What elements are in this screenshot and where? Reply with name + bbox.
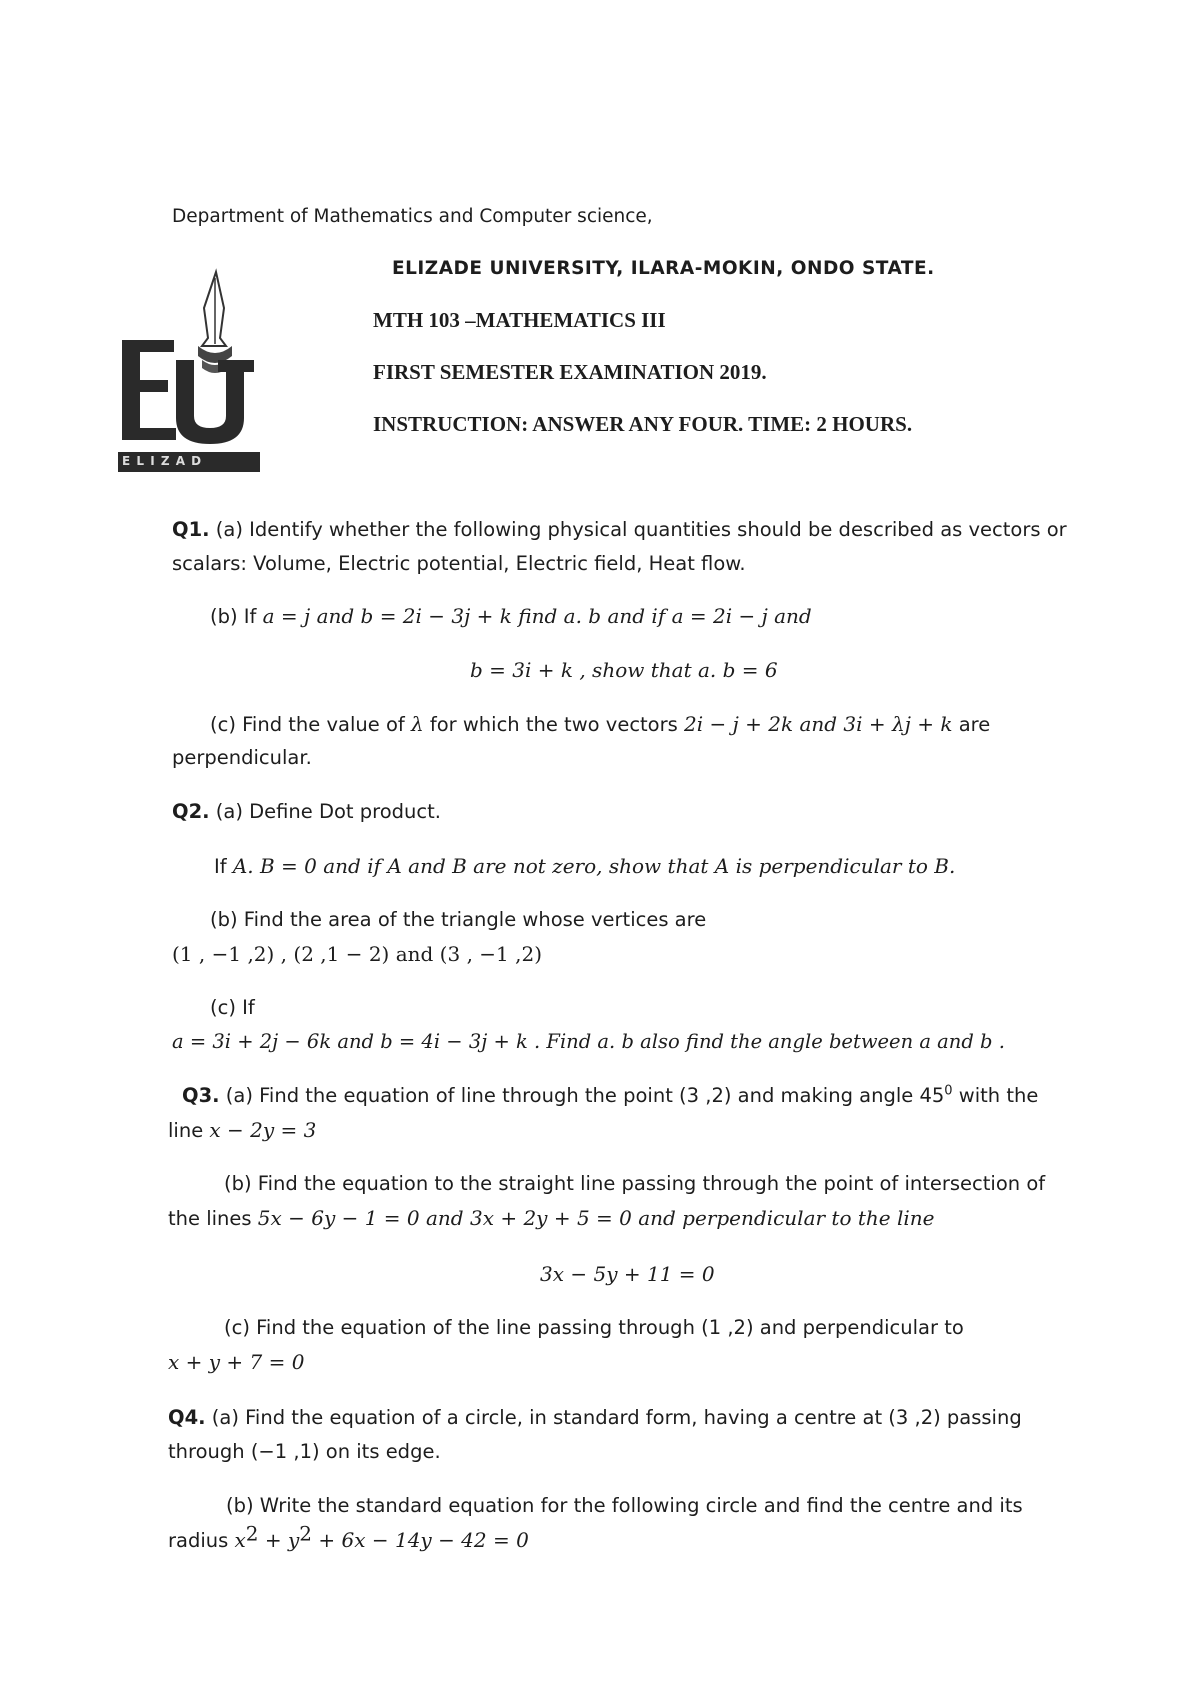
q1-number: Q1. (172, 518, 210, 541)
q1-c-text3: are (952, 713, 991, 736)
q2-b-math: (1 , −1 ,2) , (2 ,1 − 2) and (3 , −1 ,2) (172, 942, 543, 966)
elizade-logo (118, 268, 260, 472)
exam-title: FIRST SEMESTER EXAMINATION 2019. (373, 360, 767, 384)
course-title: MTH 103 –MATHEMATICS III (373, 308, 666, 332)
q3-a-text-end: with the (952, 1084, 1039, 1107)
q4-a-text: (a) Find the equation of a circle, in standard form, having a centre at (3 ,2) passing (205, 1406, 1022, 1429)
q1-b-label: (b) If (210, 605, 263, 628)
q4-b-line1: (b) Write the standard equation for the following circle and find the centre and its (226, 1494, 1023, 1517)
q1-c-line2: perpendicular. (172, 746, 312, 769)
q2-c-math: a = 3i + 2j − 6k and b = 4i − 3j + k . Find a. b also find the angle between a and b . (172, 1030, 1005, 1053)
q4-b-exp2: 2 (299, 1521, 313, 1546)
logo-band-text: E L I Z A D (122, 454, 203, 468)
q4-a-line1 (168, 1406, 1022, 1429)
q1-a-line2: scalars: Volume, Electric potential, Electric field, Heat flow. (172, 552, 746, 575)
q4-number: Q4. (168, 1406, 206, 1429)
q3-c-line2: x + y + 7 = 0 (168, 1350, 305, 1374)
q1-b-math1: a = j and b = 2i − 3j + k find a. b and if a = 2i − j and (262, 604, 812, 628)
q2-c-label: (c) If (210, 996, 255, 1019)
q3-a-text: (a) Find the equation of line through the point (3 ,2) and making angle 45 (219, 1084, 945, 1107)
q3-a-line1 (182, 1084, 1038, 1107)
q1-a-text: (a) Identify whether the following physical quantities should be described as vectors or (209, 518, 1067, 541)
q1-c-text2: for which the two vectors (423, 713, 684, 736)
q1-c-lambda: λ (410, 712, 424, 736)
q3-a-line2 (168, 1118, 316, 1142)
q4-b-radius-word: radius (168, 1529, 235, 1552)
q2-a-line1 (172, 800, 441, 823)
q4-b-line2 (168, 1521, 529, 1552)
q3-b-line2 (168, 1206, 934, 1230)
q4-b-math-end: + 6x − 14y − 42 = 0 (312, 1528, 529, 1552)
q3-number: Q3. (182, 1084, 220, 1107)
q4-b-math-mid: + y (258, 1528, 300, 1552)
q3-a-line-math: x − 2y = 3 (209, 1118, 317, 1142)
q3-b-line1: (b) Find the equation to the straight line passing through the point of intersection of (224, 1172, 1046, 1195)
q2-a-line2 (214, 854, 955, 878)
q3-a-degree: 0 (944, 1083, 953, 1099)
q4-b-math-x: x (234, 1528, 246, 1552)
q1-c-text1: (c) Find the value of (210, 713, 411, 736)
q2-a-if: If (214, 855, 233, 878)
q2-number: Q2. (172, 800, 210, 823)
q3-b-lines-word: the lines (168, 1207, 258, 1230)
q4-a-line2: through (−1 ,1) on its edge. (168, 1440, 441, 1463)
q1-b-line2: b = 3i + k , show that a. b = 6 (470, 658, 778, 682)
q1-b-line1 (210, 604, 812, 628)
q2-a-math: A. B = 0 and if A and B are not zero, show that A is perpendicular to B. (232, 854, 956, 878)
q2-a-text: (a) Define Dot product. (209, 800, 441, 823)
instruction-line: INSTRUCTION: ANSWER ANY FOUR. TIME: 2 HOURS. (373, 412, 913, 436)
q3-a-line-word: line (168, 1119, 210, 1142)
q4-b-exp1: 2 (245, 1521, 259, 1546)
q1-c-math: 2i − j + 2k and 3i + λj + k (684, 712, 953, 736)
q3-c-line1: (c) Find the equation of the line passing through (1 ,2) and perpendicular to (224, 1316, 964, 1339)
q1-a-line1 (172, 518, 1067, 541)
university-name: ELIZADE UNIVERSITY, ILARA-MOKIN, ONDO STATE. (392, 258, 935, 279)
q3-b-line3: 3x − 5y + 11 = 0 (540, 1262, 715, 1286)
department-line: Department of Mathematics and Computer science, (172, 206, 653, 227)
q1-c-line1 (210, 712, 990, 736)
q2-b-line1: (b) Find the area of the triangle whose vertices are (210, 908, 707, 931)
q3-b-math: 5x − 6y − 1 = 0 and 3x + 2y + 5 = 0 and perpendicular to the line (257, 1206, 935, 1230)
